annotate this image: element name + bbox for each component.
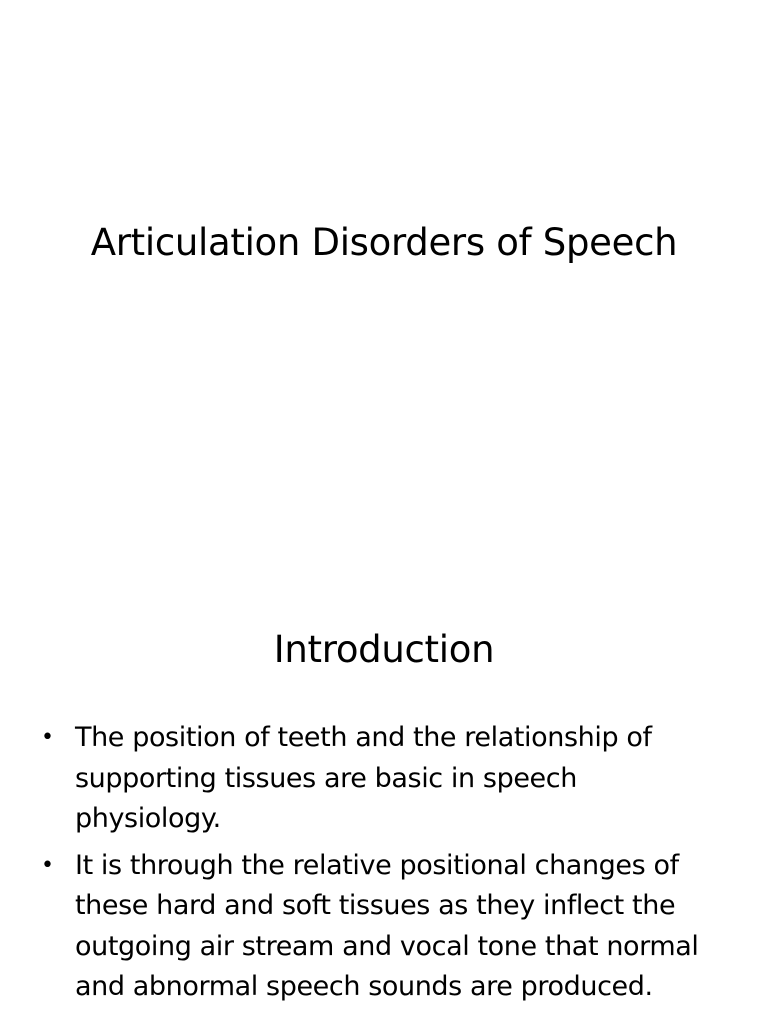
- slide-heading: Introduction: [273, 628, 495, 671]
- bullet-icon: •: [41, 725, 54, 750]
- bullet-item: [38, 846, 718, 1008]
- slide-title: Articulation Disorders of Speech: [90, 221, 678, 264]
- bullet-icon: •: [41, 852, 54, 878]
- bullet-list: [38, 718, 718, 1014]
- bullet-text: The position of teeth and the relationship of supporting tissues are basic in speech physiology.: [75, 722, 652, 834]
- bullet-item: [38, 718, 718, 840]
- content-slide: [0, 576, 768, 1024]
- bullet-text: It is through the relative positional changes of these hard and soft tissues as they inflect the outgoing air stream and vocal tone that normal and abnormal speech sounds are produced.: [75, 849, 699, 1002]
